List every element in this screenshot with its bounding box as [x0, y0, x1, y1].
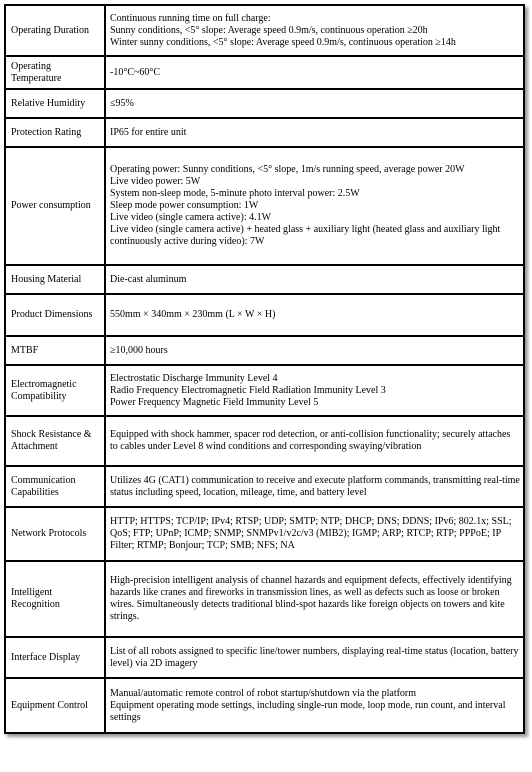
spec-label: Protection Rating: [5, 118, 105, 147]
spec-table-body: [5, 5, 524, 733]
spec-label: Housing Material: [5, 265, 105, 294]
spec-label: Operating Temperature: [5, 56, 105, 89]
spec-value-line: ≥10,000 hours: [110, 344, 168, 356]
spec-label: Intelligent Recognition: [5, 561, 105, 637]
spec-value-line: Live video (single camera active) + heated glass + auxiliary light (heated glass and auxiliary light continuously active during video): 7W: [110, 224, 503, 247]
spec-label: Relative Humidity: [5, 89, 105, 118]
spec-value-line: ≤95%: [110, 97, 134, 109]
spec-value: [105, 365, 524, 416]
spec-row: [5, 147, 524, 265]
spec-row: [5, 5, 524, 56]
spec-label: Operating Duration: [5, 5, 105, 56]
spec-row: [5, 118, 524, 147]
spec-value-line: Electrostatic Discharge Immunity Level 4: [110, 372, 278, 384]
spec-row: [5, 507, 524, 561]
spec-value-line: Winter sunny conditions, <5° slope: Average speed 0.9m/s, continuous operation ≥14h: [110, 36, 456, 48]
spec-value: [105, 294, 524, 336]
spec-label: Equipment Control: [5, 678, 105, 733]
spec-label: Communication Capabilities: [5, 466, 105, 507]
spec-label: Electromagnetic Compatibility: [5, 365, 105, 416]
spec-value: [105, 507, 524, 561]
spec-value: [105, 89, 524, 118]
spec-value: [105, 637, 524, 678]
spec-value-line: Sleep mode power consumption: 1W: [110, 200, 259, 211]
spec-value-line: Sunny conditions, <5° slope: Average speed 0.9m/s, continuous operation ≥20h: [110, 24, 428, 36]
spec-row: [5, 678, 524, 733]
spec-value: [105, 336, 524, 365]
spec-label: Shock Resistance & Attachment: [5, 416, 105, 466]
spec-row: [5, 365, 524, 416]
spec-table: [4, 4, 525, 734]
spec-value: [105, 678, 524, 733]
spec-value: [105, 5, 524, 56]
spec-value-line: Die-cast aluminum: [110, 273, 187, 285]
spec-value-line: IP65 for entire unit: [110, 126, 187, 138]
spec-value-line: Live video (single camera active): 4.1W: [110, 212, 272, 223]
spec-row: [5, 637, 524, 678]
spec-label: Power consumption: [5, 147, 105, 265]
spec-value-line: Equipment operating mode settings, including single-run mode, loop mode, run count, and interval settings: [110, 699, 508, 723]
spec-value: [105, 561, 524, 637]
spec-label: Network Protocols: [5, 507, 105, 561]
spec-value-line: High-precision intelligent analysis of channel hazards and equipment defects, effectively identifying hazards like cranes and fireworks in transmission lines, as well as defects such as loose or broken wires. Simultaneously detects traditional blind-spot hazards like foreign objects on towers and kite strings.: [110, 575, 515, 622]
spec-value-line: Radio Frequency Electromagnetic Field Radiation Immunity Level 3: [110, 384, 386, 396]
spec-value: [105, 466, 524, 507]
spec-value-line: HTTP; HTTPS; TCP/IP; IPv4; RTSP; UDP; SMTP; NTP; DHCP; DNS; DDNS; IPv6; 802.1x; SSL; QoS; FTP; UPnP; ICMP; SNMP; SNMPv1/v2c/v3 (MIB2); IGMP; ARP; RTCP; RTP; PPPoE; IP Filter; RTMP; Bonjour; TCP; SMB; NFS; NA: [110, 516, 515, 551]
spec-value: [105, 265, 524, 294]
spec-row: [5, 336, 524, 365]
spec-value-line: 550mm × 340mm × 230mm (L × W × H): [110, 309, 276, 320]
spec-value-line: Manual/automatic remote control of robot startup/shutdown via the platform: [110, 687, 417, 699]
spec-value-line: Continuous running time on full charge:: [110, 12, 271, 24]
spec-value-line: Power Frequency Magnetic Field Immunity Level 5: [110, 396, 319, 408]
spec-value: [105, 147, 524, 265]
spec-value-line: Equipped with shock hammer, spacer rod detection, or anti-collision functionality; securely attaches to cables under Level 8 wind conditions and corresponding swaying/vibration: [110, 429, 513, 452]
spec-row: [5, 294, 524, 336]
spec-value-line: Utilizes 4G (CAT1) communication to receive and execute platform commands, transmitting real-time status including speed, location, mileage, time, and battery level: [110, 474, 523, 498]
spec-value: [105, 118, 524, 147]
spec-value-line: -10°C~60°C: [110, 66, 161, 78]
spec-value-line: System non-sleep mode, 5-minute photo interval power: 2.5W: [110, 188, 360, 199]
spec-value: [105, 56, 524, 89]
spec-value-line: Operating power: Sunny conditions, <5° slope, 1m/s running speed, average power 20W: [110, 164, 465, 175]
spec-label: MTBF: [5, 336, 105, 365]
spec-row: [5, 561, 524, 637]
spec-row: [5, 56, 524, 89]
spec-label: Product Dimensions: [5, 294, 105, 336]
spec-row: [5, 466, 524, 507]
spec-label: Interface Display: [5, 637, 105, 678]
spec-value-line: Live video power: 5W: [110, 176, 201, 187]
spec-value-line: List of all robots assigned to specific line/tower numbers, displaying real-time status (location, battery level) via 2D imagery: [110, 645, 522, 669]
spec-row: [5, 265, 524, 294]
spec-row: [5, 416, 524, 466]
spec-row: [5, 89, 524, 118]
spec-value: [105, 416, 524, 466]
